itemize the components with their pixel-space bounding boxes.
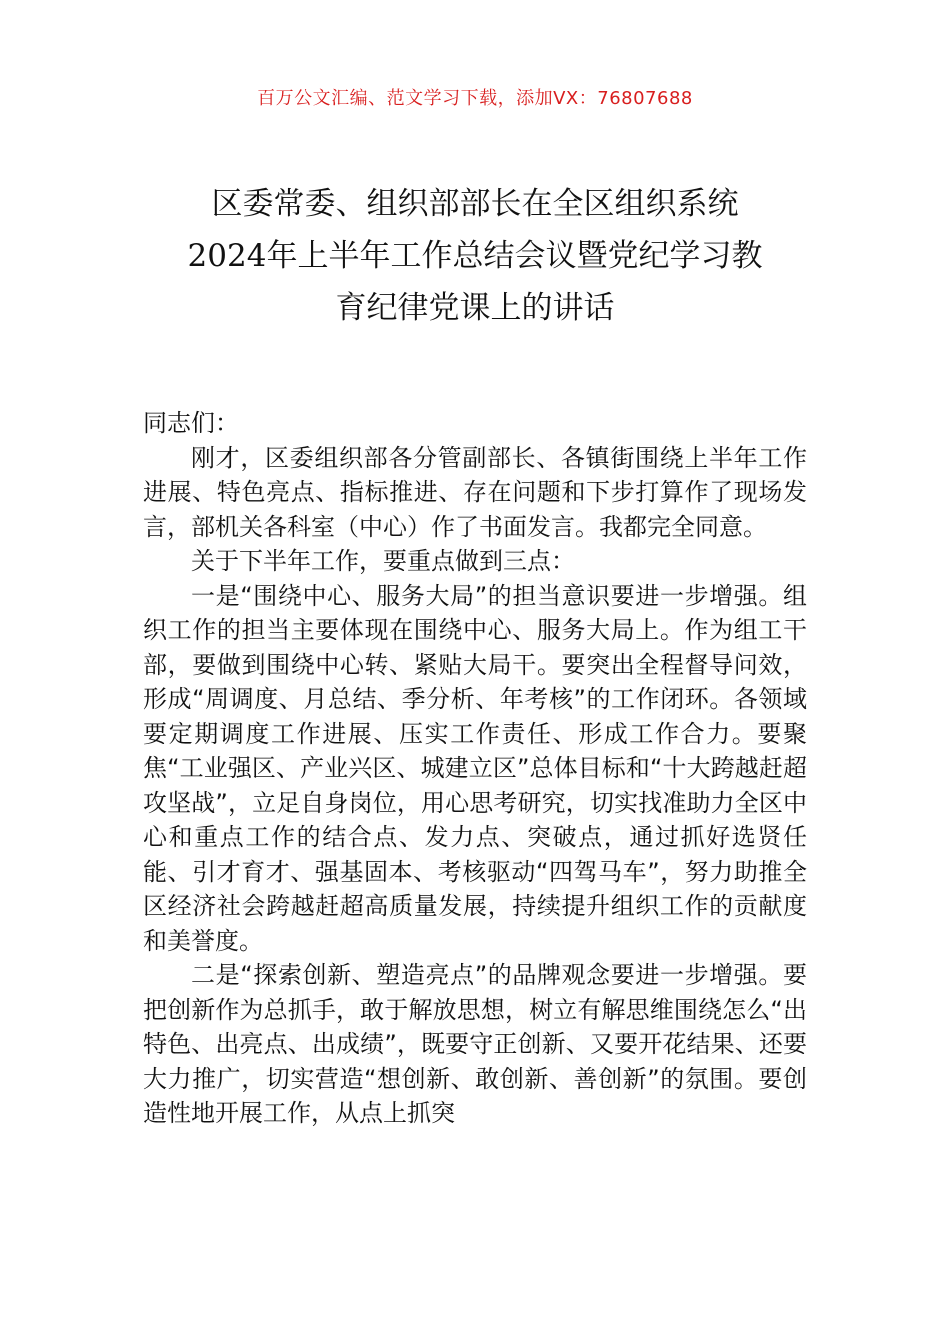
paragraph-intro: 刚才，区委组织部各分管副部长、各镇街围绕上半年工作进展、特色亮点、指标推进、存在问题和下步打算作了现场发言，部机关各科室（中心）作了书面发言。我都完全同意。 — [143, 443, 807, 541]
title-line-3: 育纪律党课上的讲话 — [335, 290, 615, 326]
header-watermark-note: 百万公文汇编、范文学习下载，添加VX：76807688 — [257, 88, 693, 109]
paragraph-transition: 关于下半年工作，要重点做到三点： — [191, 547, 575, 575]
paragraph-point-two: 二是“探索创新、塑造亮点”的品牌观念要进一步增强。要把创新作为总抓手，敢于解放思想，树立有解思维围绕怎么“出特色、出亮点、出成绩”，既要守正创新、又要开花结果、还要大力推广，切实营造“想创新、敢创新、善创新”的氛围。要创造性地开展工作，从点上抓突 — [143, 961, 807, 1127]
document-body — [143, 406, 807, 1131]
salutation: 同志们： — [143, 409, 239, 437]
paragraph-point-one: 一是“围绕中心、服务大局”的担当意识要进一步增强。组织工作的担当主要体现在围绕中心、服务大局上。作为组工干部，要做到围绕中心转、紧贴大局干。要突出全程督导问效，形成“周调度、月总结、季分析、年考核”的工作闭环。各领域要定期调度工作进展、压实工作责任、形成工作合力。要聚焦“工业强区、产业兴区、城建立区”总体目标和“十大跨越赶超攻坚战”，立足自身岗位，用心思考研究，切实找准助力全区中心和重点工作的结合点、发力点、突破点，通过抓好选贤任能、引才育才、强基固本、考核驱动“四驾马车”，努力助推全区经济社会跨越赶超高质量发展，持续提升组织工作的贡献度和美誉度。 — [143, 581, 807, 955]
document-title — [140, 178, 810, 334]
title-line-2: 2024年上半年工作总结会议暨党纪学习教 — [187, 238, 763, 274]
title-line-1: 区委常委、组织部部长在全区组织系统 — [211, 186, 739, 222]
